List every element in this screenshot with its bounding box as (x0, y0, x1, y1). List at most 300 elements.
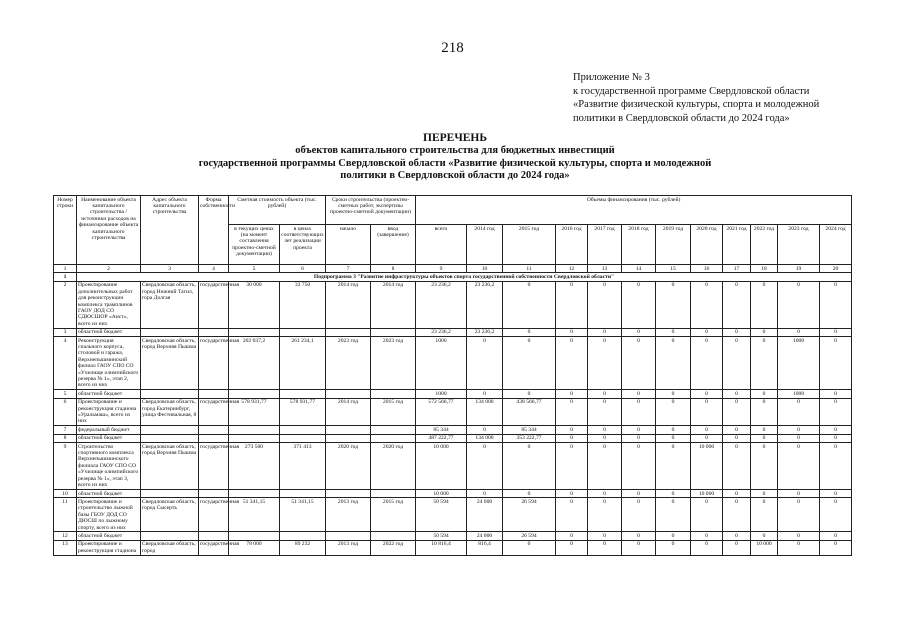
funding-year-value: 0 (588, 498, 622, 532)
header-address: Адрес объекта капитального строительства (141, 196, 199, 265)
funding-total: 23 236,2 (416, 281, 467, 328)
funding-year-value: 0 (723, 398, 751, 426)
column-number: 10 (467, 265, 503, 273)
object-name: областной бюджет (77, 532, 141, 540)
funding-year-value: 24 000 (467, 532, 503, 540)
term-end (371, 390, 416, 398)
funding-year-value: 0 (820, 498, 852, 532)
funding-year-value: 0 (556, 532, 588, 540)
funding-year-value: 0 (820, 426, 852, 434)
term-end (371, 434, 416, 442)
term-start: 2013 год (326, 540, 371, 555)
table-row (54, 498, 852, 532)
ownership-form: государственная (199, 498, 229, 532)
header-year: 2022 год (751, 225, 778, 265)
object-address (141, 532, 199, 540)
table-row (54, 490, 852, 498)
term-start (326, 434, 371, 442)
appendix-line: к государственной программе Свердловской области (573, 85, 810, 97)
funding-year-value: 0 (556, 398, 588, 426)
object-address (141, 426, 199, 434)
object-address: Свердловская область, город Верхняя Пышма (141, 443, 199, 490)
term-start (326, 532, 371, 540)
header-year: 2015 год (503, 225, 556, 265)
row-number: 2 (54, 281, 77, 328)
funding-year-value: 816,4 (467, 540, 503, 555)
term-end (371, 426, 416, 434)
cost-current: 578 931,77 (229, 398, 280, 426)
term-end (371, 328, 416, 336)
funding-year-value: 0 (778, 328, 820, 336)
term-start (326, 490, 371, 498)
funding-year-value: 0 (751, 390, 778, 398)
funding-year-value: 0 (656, 337, 691, 390)
term-start: 2020 год (326, 443, 371, 490)
header-year: 2020 год (691, 225, 723, 265)
funding-year-value: 0 (656, 540, 691, 555)
funding-year-value: 0 (723, 426, 751, 434)
funding-year-value: 23 236,2 (467, 281, 503, 328)
table-row (54, 398, 852, 426)
funding-year-value: 0 (820, 443, 852, 490)
object-name: федеральный бюджет (77, 426, 141, 434)
funding-total: 10 816,4 (416, 540, 467, 555)
ownership-form: государственная (199, 398, 229, 426)
header-funding: Объемы финансирования (тыс. рублей) (416, 196, 852, 225)
funding-total: 85 344 (416, 426, 467, 434)
funding-year-value: 0 (751, 281, 778, 328)
column-numbers-row (54, 265, 852, 273)
object-address: Свердловская область, город Нижний Тагил, гора Долгая (141, 281, 199, 328)
header-year: 2016 год (556, 225, 588, 265)
term-end: 2023 год (371, 337, 416, 390)
object-address: Свердловская область, город Екатеринбург, улица Фестивальная, 8 (141, 398, 199, 426)
term-end: 2014 год (371, 281, 416, 328)
table-row (54, 337, 852, 390)
funding-year-value: 0 (723, 390, 751, 398)
term-start: 2023 год (326, 337, 371, 390)
ownership-form: государственная (199, 281, 229, 328)
section-number: 1 (54, 273, 77, 281)
object-name: Проектирование дополнительных работ для реконструкции комплекса трамплинов ГАОУ ДОД СО СДЮСШОР «Аист», всего из них (77, 281, 141, 328)
ownership-form (199, 390, 229, 398)
column-number: 12 (556, 265, 588, 273)
object-name: Проектирование и строительство лыжной базы ГБОУ ДОД СО ДЮСШ по лыжному спорту, всего из них (77, 498, 141, 532)
row-number: 6 (54, 398, 77, 426)
term-end: 2015 год (371, 498, 416, 532)
header-year: 2014 год (467, 225, 503, 265)
column-number: 8 (371, 265, 416, 273)
funding-total: 1000 (416, 337, 467, 390)
funding-year-value: 0 (723, 443, 751, 490)
funding-year-value: 134 000 (467, 398, 503, 426)
column-number: 6 (280, 265, 326, 273)
column-number: 9 (416, 265, 467, 273)
funding-year-value: 0 (622, 443, 656, 490)
column-number: 18 (751, 265, 778, 273)
funding-year-value: 0 (691, 434, 723, 442)
funding-year-value: 0 (503, 490, 556, 498)
cost-forecast (280, 426, 326, 434)
funding-total: 23 236,2 (416, 328, 467, 336)
funding-year-value: 0 (820, 540, 852, 555)
header-total: всего (416, 225, 467, 265)
funding-year-value: 0 (656, 443, 691, 490)
funding-year-value: 0 (656, 498, 691, 532)
title-line: политики в Свердловской области до 2024 года» (340, 170, 570, 182)
cost-current (229, 490, 280, 498)
cost-current (229, 434, 280, 442)
funding-year-value: 0 (778, 498, 820, 532)
funding-total: 487 222,77 (416, 434, 467, 442)
term-start (326, 390, 371, 398)
funding-year-value: 0 (588, 532, 622, 540)
cost-current: 78 000 (229, 540, 280, 555)
column-number: 16 (691, 265, 723, 273)
header-year: 2017 год (588, 225, 622, 265)
row-number: 13 (54, 540, 77, 555)
ownership-form (199, 434, 229, 442)
cost-forecast (280, 390, 326, 398)
funding-total: 572 566,77 (416, 398, 467, 426)
cost-forecast: 261 234,1 (280, 337, 326, 390)
funding-year-value: 0 (588, 390, 622, 398)
funding-year-value: 0 (622, 490, 656, 498)
funding-year-value: 0 (723, 434, 751, 442)
funding-year-value: 0 (751, 490, 778, 498)
header-term-start: начало (326, 225, 371, 265)
funding-year-value: 0 (467, 390, 503, 398)
funding-year-value: 0 (588, 328, 622, 336)
column-number: 2 (77, 265, 141, 273)
funding-year-value: 1000 (778, 390, 820, 398)
term-start: 2014 год (326, 281, 371, 328)
funding-year-value: 0 (751, 398, 778, 426)
column-number: 4 (199, 265, 229, 273)
funding-year-value: 0 (556, 540, 588, 555)
cost-forecast: 51 341,15 (280, 498, 326, 532)
funding-year-value: 0 (778, 490, 820, 498)
funding-year-value: 0 (778, 443, 820, 490)
header-year: 2019 год (656, 225, 691, 265)
funding-year-value: 0 (588, 281, 622, 328)
table-row (54, 328, 852, 336)
funding-year-value: 0 (656, 490, 691, 498)
funding-year-value: 26 594 (503, 498, 556, 532)
funding-year-value: 0 (622, 390, 656, 398)
cost-current (229, 426, 280, 434)
object-address (141, 434, 199, 442)
funding-year-value: 0 (656, 426, 691, 434)
funding-year-value: 0 (691, 398, 723, 426)
cost-current: 51 341,15 (229, 498, 280, 532)
funding-year-value: 26 594 (503, 532, 556, 540)
object-name: областной бюджет (77, 390, 141, 398)
funding-year-value: 0 (723, 281, 751, 328)
column-number: 14 (622, 265, 656, 273)
table-row (54, 281, 852, 328)
funding-year-value: 134 000 (467, 434, 503, 442)
funding-year-value: 0 (467, 337, 503, 390)
funding-year-value: 0 (751, 498, 778, 532)
funding-year-value: 0 (588, 540, 622, 555)
funding-year-value: 0 (503, 540, 556, 555)
funding-year-value: 0 (503, 281, 556, 328)
funding-year-value: 0 (691, 532, 723, 540)
term-start: 2014 год (326, 398, 371, 426)
title-main: ПЕРЕЧЕНЬ (423, 132, 487, 144)
funding-year-value: 0 (778, 281, 820, 328)
funding-year-value: 0 (622, 398, 656, 426)
cost-forecast: 371 413 (280, 443, 326, 490)
funding-total: 1000 (416, 390, 467, 398)
cost-forecast: 578 931,77 (280, 398, 326, 426)
funding-year-value: 0 (556, 434, 588, 442)
cost-forecast (280, 434, 326, 442)
column-number: 20 (820, 265, 852, 273)
ownership-form (199, 426, 229, 434)
funding-year-value: 0 (820, 434, 852, 442)
funding-year-value: 24 000 (467, 498, 503, 532)
table-row (54, 434, 852, 442)
object-address (141, 390, 199, 398)
funding-year-value: 0 (588, 337, 622, 390)
row-number: 11 (54, 498, 77, 532)
funding-year-value: 0 (723, 532, 751, 540)
funding-year-value: 0 (503, 390, 556, 398)
column-number: 19 (778, 265, 820, 273)
row-number: 8 (54, 434, 77, 442)
cost-forecast (280, 490, 326, 498)
table-row (54, 532, 852, 540)
cost-forecast (280, 532, 326, 540)
funding-year-value: 0 (820, 398, 852, 426)
funding-year-value: 0 (588, 434, 622, 442)
column-number: 15 (656, 265, 691, 273)
header-terms: Сроки строительства (проектно-сметных работ, экспертизы проектно-сметной документации) (326, 196, 416, 225)
funding-year-value: 0 (622, 434, 656, 442)
table-row (54, 443, 852, 490)
object-address: Свердловская область, город (141, 540, 199, 555)
funding-year-value: 0 (622, 540, 656, 555)
funding-year-value: 0 (622, 532, 656, 540)
object-name: областной бюджет (77, 434, 141, 442)
funding-year-value: 0 (778, 398, 820, 426)
section-row (54, 273, 852, 281)
funding-year-value: 0 (778, 540, 820, 555)
term-start (326, 426, 371, 434)
funding-year-value: 0 (467, 426, 503, 434)
column-number: 1 (54, 265, 77, 273)
row-number: 5 (54, 390, 77, 398)
ownership-form (199, 328, 229, 336)
page-number: 218 (441, 40, 464, 56)
appendix-line: «Развитие физической культуры, спорта и молодежной (573, 99, 820, 110)
funding-year-value: 0 (622, 498, 656, 532)
ownership-form: государственная (199, 443, 229, 490)
header-year: 2021 год (723, 225, 751, 265)
appendix-line: политики в Свердловской области до 2024 года» (573, 112, 790, 124)
ownership-form: государственная (199, 337, 229, 390)
funding-year-value: 0 (588, 426, 622, 434)
term-end (371, 532, 416, 540)
cost-current (229, 328, 280, 336)
funding-year-value: 0 (656, 390, 691, 398)
funding-year-value: 0 (556, 490, 588, 498)
row-number: 9 (54, 443, 77, 490)
funding-year-value: 0 (778, 434, 820, 442)
column-number: 17 (723, 265, 751, 273)
object-name: Проектирование и реконструкция стадиона (77, 540, 141, 555)
funding-year-value: 85 344 (503, 426, 556, 434)
funding-year-value: 0 (820, 532, 852, 540)
row-number: 10 (54, 490, 77, 498)
header-term-end: ввод (завершение) (371, 225, 416, 265)
header-ownership: Форма собственности (199, 196, 229, 265)
funding-year-value: 0 (588, 490, 622, 498)
header-year: 2024 год (820, 225, 852, 265)
funding-year-value: 0 (723, 498, 751, 532)
cost-forecast: 33 750 (280, 281, 326, 328)
section-title: Подпрограмма 3 "Развитие инфраструктуры объектов спорта государственной собственности Свердловской области" (77, 273, 852, 281)
title-line: государственной программы Свердловской области «Развитие физической культуры, спорта и молодежной (198, 157, 712, 169)
funding-total: 50 594 (416, 498, 467, 532)
funding-year-value: 0 (556, 443, 588, 490)
header-cost: Сметная стоимость объекта (тыс. рублей) (229, 196, 326, 225)
funding-year-value: 1000 (778, 337, 820, 390)
funding-year-value: 0 (622, 328, 656, 336)
column-number: 13 (588, 265, 622, 273)
funding-year-value: 0 (556, 337, 588, 390)
funding-total: 10 000 (416, 443, 467, 490)
ownership-form (199, 532, 229, 540)
funding-year-value: 0 (467, 443, 503, 490)
funding-year-value: 0 (751, 434, 778, 442)
funding-year-value: 0 (778, 532, 820, 540)
funding-year-value: 0 (723, 328, 751, 336)
term-end (371, 490, 416, 498)
funding-year-value: 0 (778, 426, 820, 434)
funding-year-value: 438 566,77 (503, 398, 556, 426)
funding-year-value: 0 (503, 328, 556, 336)
funding-year-value: 0 (820, 281, 852, 328)
cost-forecast: 89 232 (280, 540, 326, 555)
header-row-no: Номер строки (54, 196, 77, 265)
funding-year-value: 10 000 (691, 443, 723, 490)
cost-current (229, 532, 280, 540)
funding-year-value: 0 (656, 328, 691, 336)
funding-year-value: 0 (467, 490, 503, 498)
cost-current: 202 037,2 (229, 337, 280, 390)
table-row (54, 540, 852, 555)
term-start: 2013 год (326, 498, 371, 532)
funding-year-value: 0 (656, 398, 691, 426)
funding-year-value: 0 (556, 328, 588, 336)
appendix-line: Приложение № 3 (573, 72, 650, 83)
term-start (326, 328, 371, 336)
row-number: 3 (54, 328, 77, 336)
column-number: 11 (503, 265, 556, 273)
table-row (54, 426, 852, 434)
funding-year-value: 353 222,77 (503, 434, 556, 442)
header-year: 2023 год (778, 225, 820, 265)
funding-year-value: 0 (723, 540, 751, 555)
funding-year-value: 10 000 (751, 540, 778, 555)
ownership-form: государственная (199, 540, 229, 555)
row-number: 7 (54, 426, 77, 434)
cost-current: 273 500 (229, 443, 280, 490)
object-address: Свердловская область, город Сысерть (141, 498, 199, 532)
funding-year-value: 0 (751, 426, 778, 434)
row-number: 12 (54, 532, 77, 540)
funding-year-value: 0 (556, 498, 588, 532)
funding-year-value: 0 (691, 328, 723, 336)
cost-current (229, 390, 280, 398)
funding-year-value: 0 (820, 328, 852, 336)
funding-year-value: 0 (691, 390, 723, 398)
funding-year-value: 0 (751, 337, 778, 390)
object-address (141, 328, 199, 336)
funding-year-value: 0 (691, 498, 723, 532)
column-number: 7 (326, 265, 371, 273)
funding-year-value: 23 236,2 (467, 328, 503, 336)
appendix-note (573, 71, 873, 125)
funding-year-value: 0 (622, 337, 656, 390)
header-name: Наименование объекта капитального строительства / источники расходов на финансирование объекта капитального строительства (77, 196, 141, 265)
funding-year-value: 0 (622, 426, 656, 434)
cost-current: 30 000 (229, 281, 280, 328)
funding-year-value: 0 (691, 426, 723, 434)
object-name: областной бюджет (77, 490, 141, 498)
funding-year-value: 0 (751, 328, 778, 336)
funding-year-value: 0 (622, 281, 656, 328)
funding-year-value: 0 (503, 443, 556, 490)
funding-year-value: 0 (820, 390, 852, 398)
document-title (150, 132, 760, 183)
funding-year-value: 0 (503, 337, 556, 390)
column-number: 3 (141, 265, 199, 273)
header-cost-forecast: в ценах соответствующих лет реализации проекта (280, 225, 326, 265)
ownership-form (199, 490, 229, 498)
funding-year-value: 0 (691, 337, 723, 390)
header-cost-current: в текущих ценах (на момент составления проектно-сметной документации) (229, 225, 280, 265)
cost-forecast (280, 328, 326, 336)
funding-total: 50 594 (416, 532, 467, 540)
object-name: Строительство спортивного комплекса Верхнепышминского филиала ГАОУ СПО СО «Училище олимпийского резерва № 1», этап 3, всего из них (77, 443, 141, 490)
column-number: 5 (229, 265, 280, 273)
row-number: 4 (54, 337, 77, 390)
funding-year-value: 0 (656, 532, 691, 540)
funding-year-value: 0 (588, 443, 622, 490)
funding-year-value: 0 (556, 390, 588, 398)
table-row (54, 390, 852, 398)
funding-year-value: 0 (751, 532, 778, 540)
funding-year-value: 0 (556, 281, 588, 328)
object-address (141, 490, 199, 498)
funding-year-value: 0 (751, 443, 778, 490)
header-year: 2018 год (622, 225, 656, 265)
title-line: объектов капитального строительства для бюджетных инвестиций (295, 144, 615, 156)
funding-year-value: 0 (820, 337, 852, 390)
object-name: Реконструкция спального корпуса, столовой и гаража, Верхнепышминский филиал ГАОУ СПО СО «Училище олимпийского резерва № 1», этап 2, всего из них (77, 337, 141, 390)
term-end: 2022 год (371, 540, 416, 555)
object-name: областной бюджет (77, 328, 141, 336)
funding-year-value: 0 (820, 490, 852, 498)
object-address: Свердловская область, город Верхняя Пышма (141, 337, 199, 390)
funding-year-value: 0 (723, 490, 751, 498)
funding-year-value: 0 (588, 398, 622, 426)
object-name: Проектирование и реконструкция стадиона «Уральмаш», всего из них (77, 398, 141, 426)
